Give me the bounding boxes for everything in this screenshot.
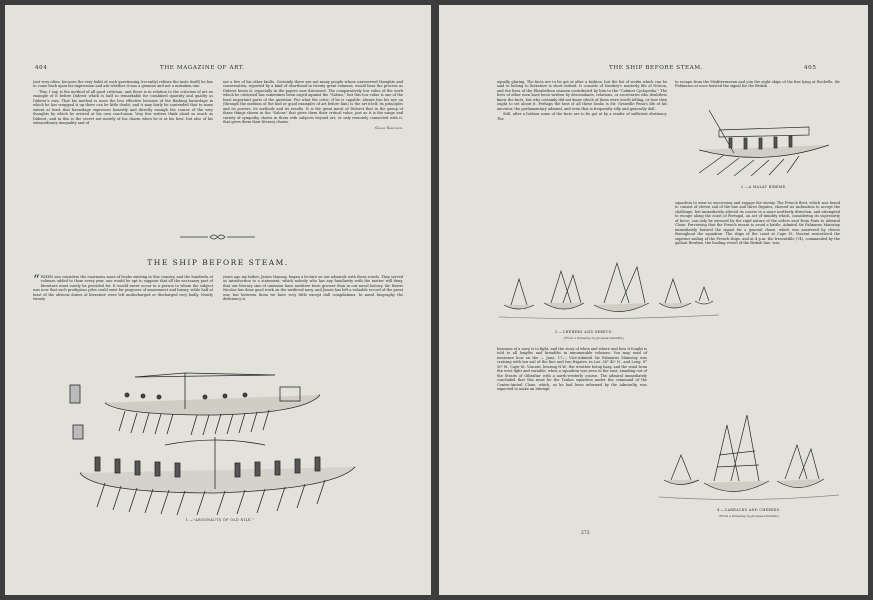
running-head: THE MAGAZINE OF ART. — [160, 65, 245, 71]
author-signature: George Saintsbury. — [375, 125, 403, 130]
paragraph: (not very often, because the very habit of such questioning (recently) refines the taste itself) he has to come back upon his impression and ask whether it was a genuine and not a mistaken one. — [33, 80, 213, 89]
paragraph: equally glaring. The facts are to be got at after a fashion, but the list of works which can be said to belong to literature is short indeed. It consists of Southey's masterly life of Nelson, and the lives of the Elizabethan seamen contributed by him to the "Cabinet Cyclopedia." The lives of other men have been written by descendants, relations, or secretaries who doubtless knew the facts, but who certainly did not know which of them were worth telling, or how they ought to set about it. Perhaps the best of all these books is Mr. Granville Penn's life of his ancestor, the parliamentary admiral, and even that is frequently silly and generally dull. — [497, 80, 667, 111]
top-column-1 — [33, 80, 213, 127]
paragraph: not a few of his other faults. Certainly there are not many people whose unreserved thoughts and conversation, reported by a kind of shorthand in twenty great volumes, would bear the process as Diderot bears it, especially in the papers now discussed. The comparatively low value of the work which he criticised has sometimes been urged against the "Salons," but this low value is one of the least important parts of the question. For what the critic, if he is capable, always has his eye on (through the medium of the bad or good examples of art before him) is the art itself, its principles and its powers, its methods and its results. It is the great merit of Diderot that in the group of these things shown in the "Salons" that gives them their critical value, just as it is the range and variety of sympathy shown in them with subjects beyond art, or only remotely connected with it, that gives them their literary charm. — [223, 80, 403, 125]
paragraph-text: WHEN one considers the enormous mass of books existing in this country, and the hundreds of volumes added to them every year, one would be apt to suppose that all the necessary part of literature must surely be provided for. It would never occur to a person to whom the subject was new that such prodigious piles could exist for purposes of amusement and luxury, while half at least of the obvious duties of literature were left undischarged or discharged very badly. Nearly twenty — [33, 275, 213, 302]
right-page — [439, 5, 868, 595]
folio-number: 272 — [581, 531, 590, 536]
figure-caption: 1.—"ARGONAUTS OF OLD NILE." — [185, 518, 255, 522]
article-title: THE SHIP BEFORE STEAM. — [147, 258, 289, 267]
top-column-2 — [223, 80, 403, 130]
article-column-2 — [223, 275, 403, 303]
figure-credit: (From a Drawing by Jacques Grandin.) — [563, 336, 625, 340]
paragraph: Still, after a fashion some of the facts are to be got at by a reader of sufficient obstinacy. The — [497, 112, 667, 121]
column-1-top — [497, 80, 667, 122]
ornament-divider — [180, 233, 255, 241]
column-2-middle — [675, 201, 840, 247]
malay-bireme-illustration — [689, 105, 839, 177]
drop-cap: “ — [33, 273, 40, 288]
page-number: 404 — [35, 65, 48, 71]
left-page — [5, 5, 431, 595]
column-2-top — [675, 80, 840, 90]
running-head: THE SHIP BEFORE STEAM. — [609, 65, 704, 71]
paragraph: This, I say, is the method of all good criticism, and there is in relation to the criticism of art no example of it before Diderot which is half so remarkable for combined quantity and quality as Diderot's own. That his method is none the less effective because of the flashing bavardage in which he has wrapped it up there can be little doubt; and it may fairly be contended that to some extent at least that bavardage expresses honestly and directly enough the course of the very thoughts by which he arrived at his own conclusion. Very few writers think aloud so much as Diderot, and in this is the secret not merely of his charm when he is at his best, but also of his extraordinary inequality and of — [33, 89, 213, 126]
paragraph — [33, 275, 213, 302]
carracks-chebeks-illustration — [659, 405, 839, 505]
nile-boats-illustration — [65, 365, 365, 517]
paragraph: business of a navy is to fight, and the story of when and where and how it fought is told to all lengths and breadths in innumerable volumes. You may read of nonsense how on the — June, 17—, Vice-Admiral Sir Palinurus Mainstay was cruising with ten sail of the line and two frigates, in Lat. 36° 40' N., and Long. 8° 50' W., Cape St. Vincent, bearing N.W., the weather being hazy, and the wind from the west light and variable, when a squadron was seen to the east, standing out of the Straits of Gibraltar with a north-westerly course. The admiral immediately concluded that this must be the Toulon squadron under the command of the Contre-Amiral Cloue, which, as he had been informed by the Admiralty, was expected to make an attempt — [497, 347, 647, 392]
paragraph: years ago my father, James Hannay, began a lecture on our admirals with these words. They served as introduction to a statement, which nobody who has any familiarity with the matter will deny, that our literary sins of omission have nowhere been grosser than in our naval history. Sir Harris Nicolas has done good work on the medieval navy, and James has left a valuable record of the great war, but between them we have very little except dull compilations. In naval biography the deficiency is — [223, 275, 403, 302]
paragraph: squadron to wear in succession and engage the enemy. The French fleet, which was found to consist of eleven sail of the line and three frigates, showed no inclination to accept the challenge, but immediately altered its course to a more northerly direction, and attempted to escape along the coast of Portugal, an act of timidity which, considering its superiority of force, can only be excused by the rigid nature of the orders sent from Paris to Admiral Cloue. Perceiving that the French meant to avoid a battle, Admiral Sir Palinurus Mainstay immediately hoisted the signal for a general chase, which was answered by cheers throughout the squadron. The ships of the coast at Cape St. Vincent neutralised the superior sailing of the French ships, and at 4 p.m. the Irresistible (74), commanded by the gallant Bowline, the leading vessel of the British line, was — [675, 201, 840, 246]
article-column-1 — [33, 275, 213, 303]
chebeks-xebecs-illustration — [499, 257, 719, 325]
figure-credit: (From a Drawing by Jacques Grandin.) — [718, 514, 780, 518]
figure-caption: 3.—CHEBEKS AND XEBECS. — [555, 330, 613, 334]
paragraph: to escape from the Mediterranean and join the eight ships of the line lying at Rochelle. Sir Pulimurus at once hoisted the signal for the British — [675, 80, 840, 89]
page-number: 405 — [804, 65, 817, 71]
figure-caption: 2.—A MALAY BIREME. — [741, 185, 787, 189]
figure-caption: 4.—CARRACKS AND CHEBEKS. — [717, 508, 781, 512]
column-1-middle — [497, 347, 647, 393]
